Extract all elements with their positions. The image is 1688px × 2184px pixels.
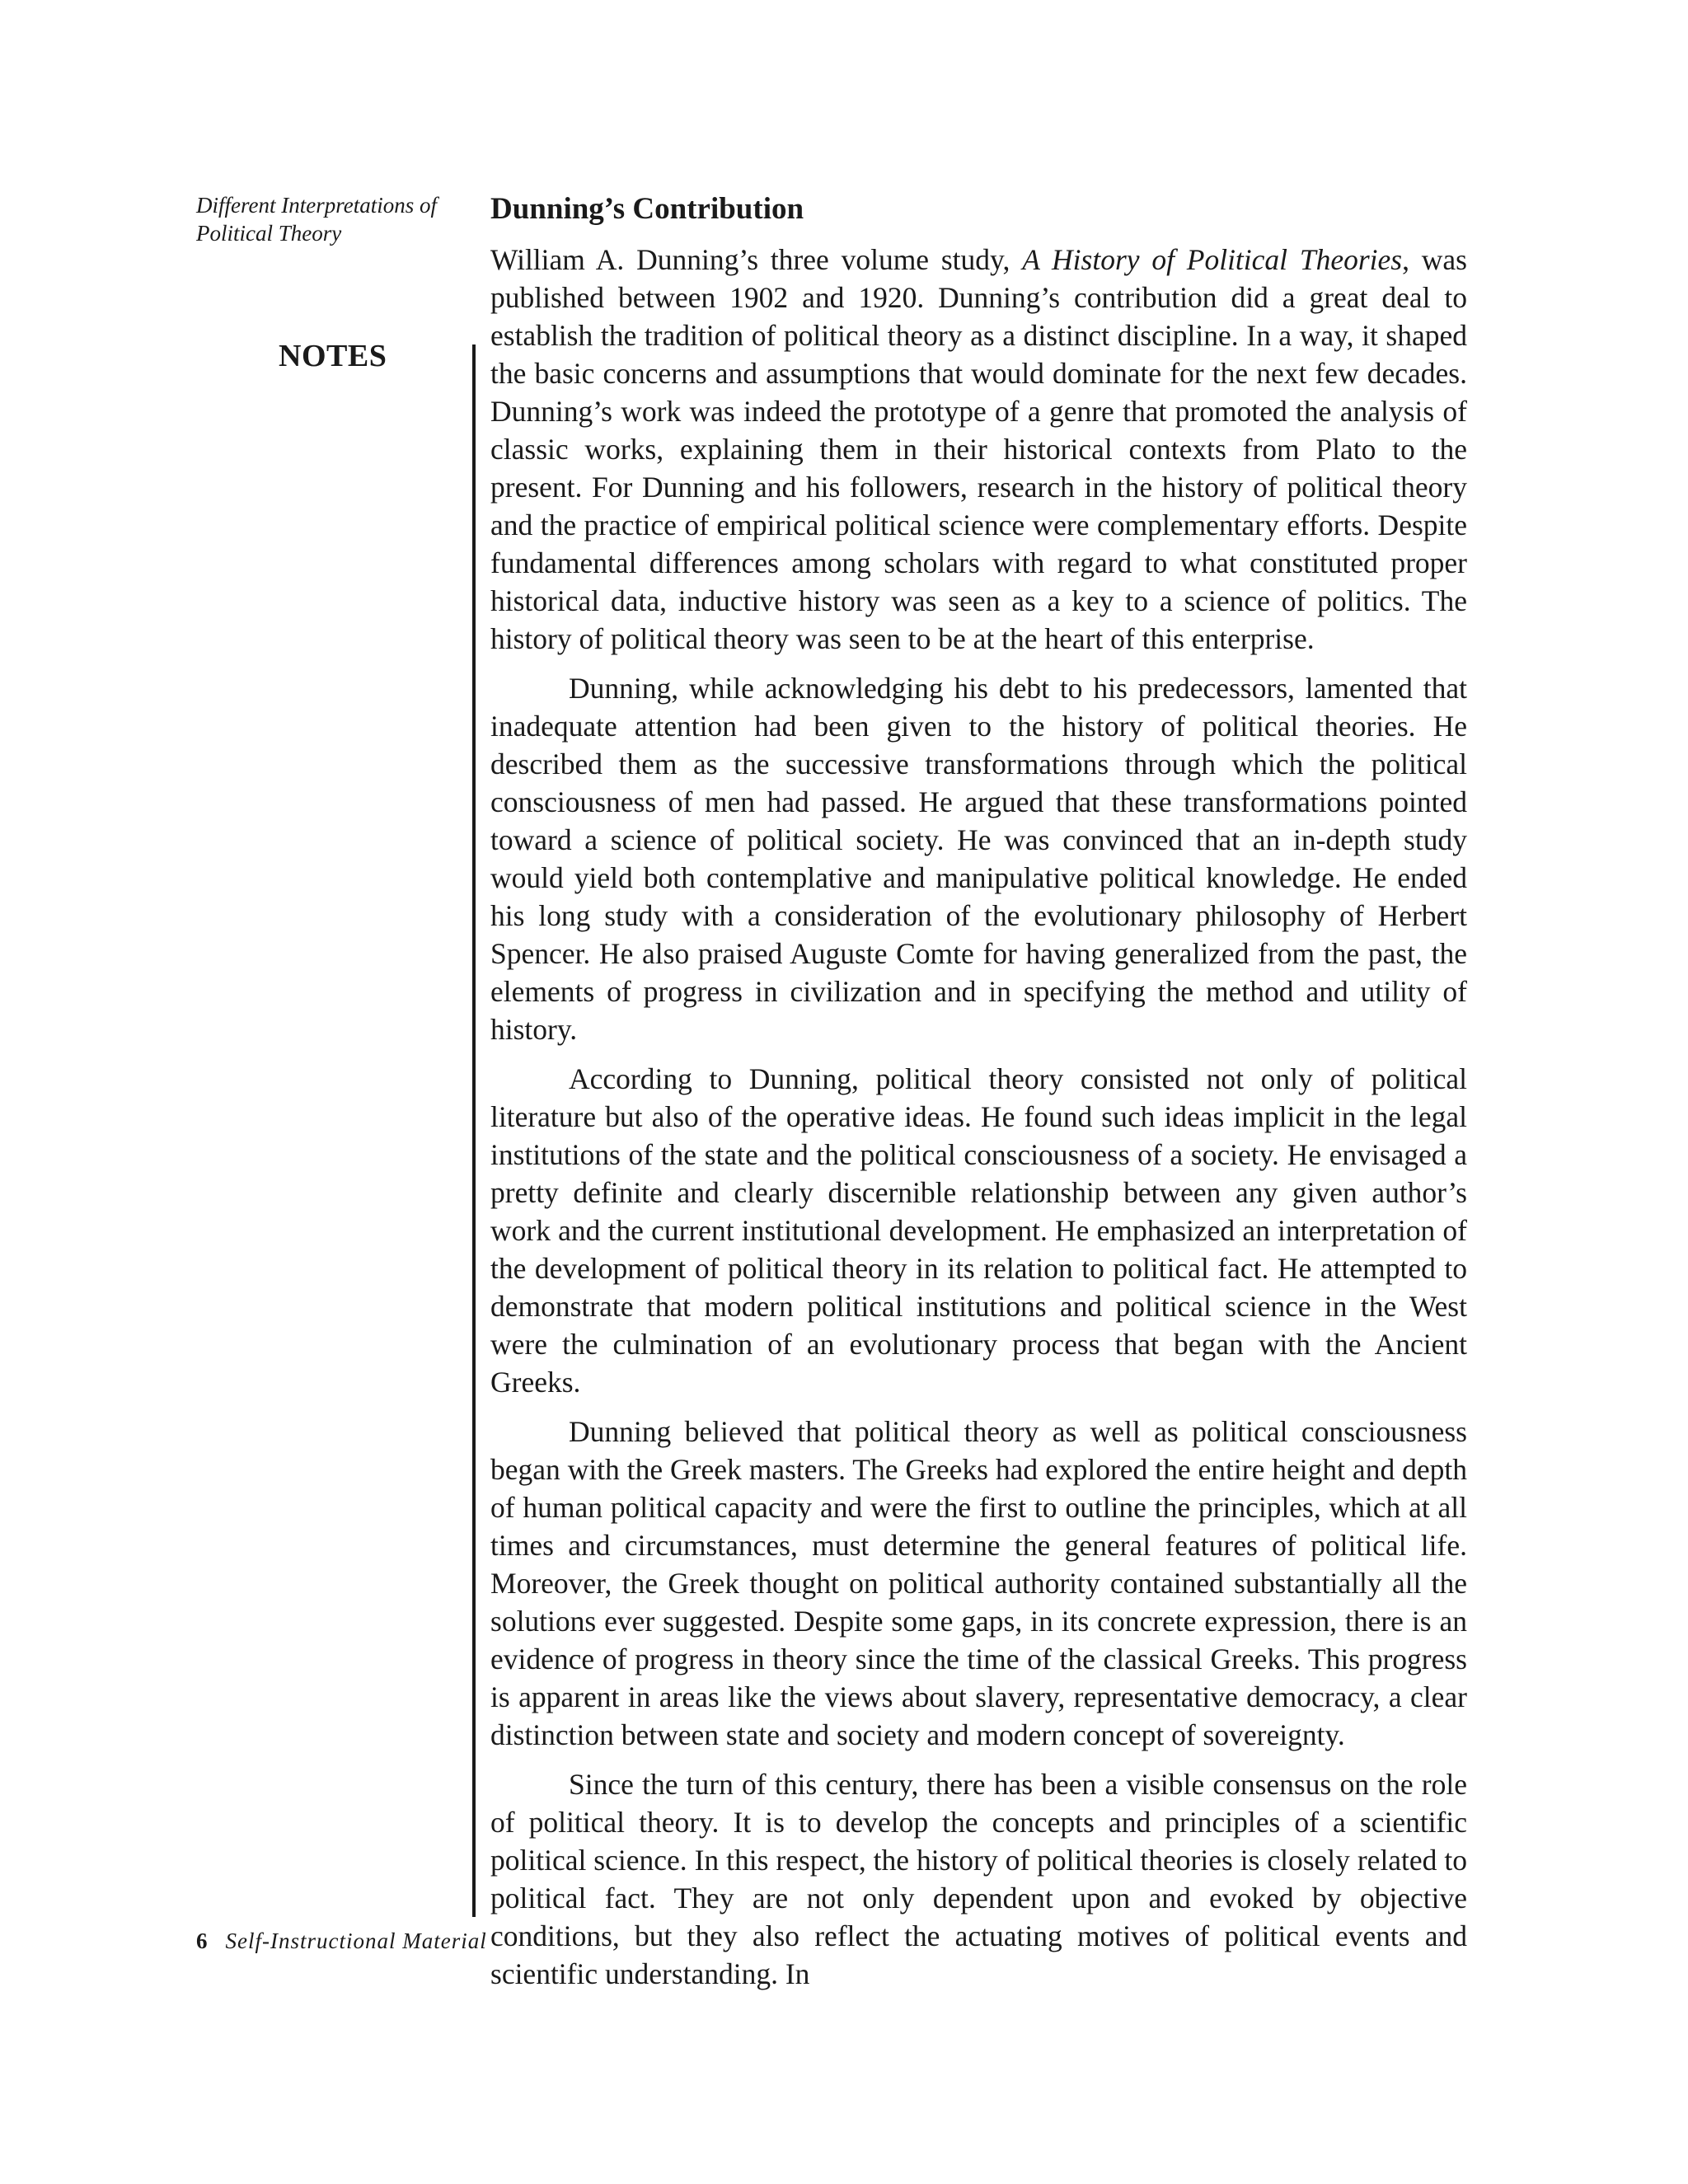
- page-number: 6: [196, 1929, 208, 1953]
- main-text-column: [490, 190, 1467, 2004]
- running-header-line-2: Political Theory: [196, 221, 342, 246]
- paragraph-3: According to Dunning, political theory consisted not only of political literature but also of the operative ideas. He found such ideas implicit in the legal institutions of the state and the political consciousness of a society. He envisaged a pretty definite and clearly discernible relationship between any given author’s work and the current institutional development. He emphasized an interpretation of the development of political theory in its relation to political fact. He attempted to demonstrate that modern political institutions and political science in the West were the culmination of an evolutionary process that began with the Ancient Greeks.: [490, 1062, 1467, 1399]
- paragraph-1-lead: William A. Dunning’s three volume study,: [490, 243, 1023, 276]
- paragraph-4: Dunning believed that political theory as well as political consciousness began with the Greek masters. The Greeks had explored the entire height and depth of human political capacity and were the first to outline the principles, which at all times and circumstances, must determine the general features of political life. Moreover, the Greek thought on political authority contained substantially all the solutions ever suggested. Despite some gaps, in its concrete expression, there is an evidence of progress in theory since the time of the classical Greeks. This progress is apparent in areas like the views about slavery, representative democracy, a clear distinction between state and society and modern concept of sovereignty.: [490, 1415, 1467, 1751]
- margin-divider-rule: [472, 344, 476, 1917]
- paragraph-5: Since the turn of this century, there has been a visible consensus on the role of political theory. It is to develop the concepts and principles of a scientific political science. In this respect, the history of political theories is closely related to political fact. They are not only dependent upon and evoked by objective conditions, but they also reflect the actuating motives of political events and scientific understanding. In: [490, 1768, 1467, 1990]
- running-header-line-1: Different Interpretations of: [196, 193, 437, 218]
- running-header: [196, 191, 460, 247]
- paragraph-2: Dunning, while acknowledging his debt to his predecessors, lamented that inadequate attention had been given to the history of political theories. He described them as the successive transformations through which the political consciousness of men had passed. He argued that these transformations pointed toward a science of political society. He was convinced that an in-depth study would yield both contemplative and manipulative political knowledge. He ended his long study with a consideration of the evolutionary philosophy of Herbert Spencer. He also praised Auguste Comte for having generalized from the past, the elements of progress in civilization and in specifying the method and utility of history.: [490, 672, 1467, 1046]
- page-footer: [196, 1929, 487, 1954]
- paragraph-1-rest: , was published between 1902 and 1920. Dunning’s contribution did a great deal to establish the tradition of political theory as a distinct discipline. In a way, it shaped the basic concerns and assumptions that would dominate for the next few decades. Dunning’s work was indeed the prototype of a genre that promoted the analysis of classic works, explaining them in their historical contexts from Plato to the present. For Dunning and his followers, research in the history of political theory and the practice of empirical political science were complementary efforts. Despite fundamental differences among scholars with regard to what constituted proper historical data, inductive history was seen as a key to a science of politics. The history of political theory was seen to be at the heart of this enterprise.: [490, 243, 1467, 655]
- section-heading: Dunning’s Contribution: [490, 192, 804, 226]
- book-title: A History of Political Theories: [1022, 243, 1403, 276]
- paragraph-1: [490, 241, 1467, 658]
- footer-label: Self-Instructional Material: [225, 1929, 487, 1953]
- notes-label: NOTES: [279, 339, 387, 373]
